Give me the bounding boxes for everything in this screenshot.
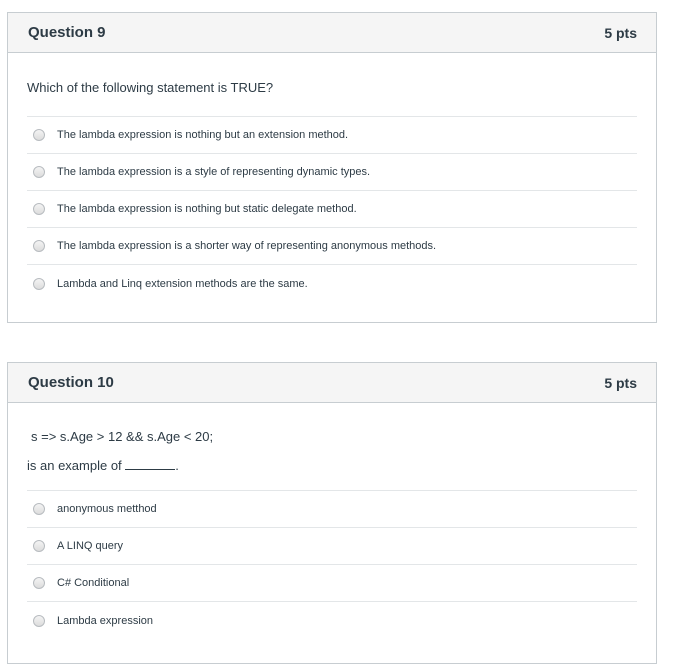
question-body xyxy=(8,80,656,302)
answer-label[interactable]: C# Conditional xyxy=(57,577,130,589)
answer-label[interactable]: anonymous metthod xyxy=(57,503,157,515)
answer-option[interactable] xyxy=(27,491,637,528)
radio-button[interactable] xyxy=(33,615,45,627)
question-title: Question 10 xyxy=(28,374,114,391)
answer-label[interactable]: Lambda expression xyxy=(57,614,154,627)
answer-option[interactable] xyxy=(27,191,637,228)
question-points: 5 pts xyxy=(604,375,637,391)
answer-label[interactable]: The lambda expression is nothing but static delegate method. xyxy=(57,203,357,215)
radio-button[interactable] xyxy=(33,203,45,215)
answer-option[interactable] xyxy=(27,154,637,191)
radio-button[interactable] xyxy=(33,278,45,290)
question-title: Question 9 xyxy=(28,24,106,41)
radio-button[interactable] xyxy=(33,577,45,589)
question-code: s => s.Age > 12 && s.Age < 20; xyxy=(31,429,214,444)
answer-option[interactable] xyxy=(27,602,637,639)
answer-label[interactable]: Lambda and Linq extension methods are the same. xyxy=(57,277,308,290)
radio-button[interactable] xyxy=(33,240,45,252)
radio-button[interactable] xyxy=(33,540,45,552)
answer-label[interactable]: The lambda expression is a style of representing dynamic types. xyxy=(57,166,371,178)
question-points: 5 pts xyxy=(604,25,637,41)
question-9-card xyxy=(7,12,657,323)
question-text: Which of the following statement is TRUE? xyxy=(27,80,274,95)
radio-button[interactable] xyxy=(33,166,45,178)
question-header xyxy=(8,363,656,403)
radio-button[interactable] xyxy=(33,503,45,515)
question-text xyxy=(27,458,637,490)
answer-option[interactable] xyxy=(27,265,637,302)
answer-label[interactable]: A LINQ query xyxy=(57,540,124,552)
question-text-suffix: . xyxy=(175,458,179,473)
question-body xyxy=(8,429,656,639)
question-10-card xyxy=(7,362,657,664)
answer-label[interactable]: The lambda expression is a shorter way of representing anonymous methods. xyxy=(57,240,437,252)
answer-option[interactable] xyxy=(27,228,637,265)
answer-option[interactable] xyxy=(27,528,637,565)
answer-list xyxy=(27,116,637,302)
question-text-prefix: is an example of xyxy=(27,458,122,473)
answer-option[interactable] xyxy=(27,565,637,602)
answer-list xyxy=(27,490,637,639)
answer-option[interactable] xyxy=(27,117,637,154)
fill-in-blank xyxy=(125,458,175,470)
question-header xyxy=(8,13,656,53)
radio-button[interactable] xyxy=(33,129,45,141)
answer-label[interactable]: The lambda expression is nothing but an extension method. xyxy=(57,129,349,141)
